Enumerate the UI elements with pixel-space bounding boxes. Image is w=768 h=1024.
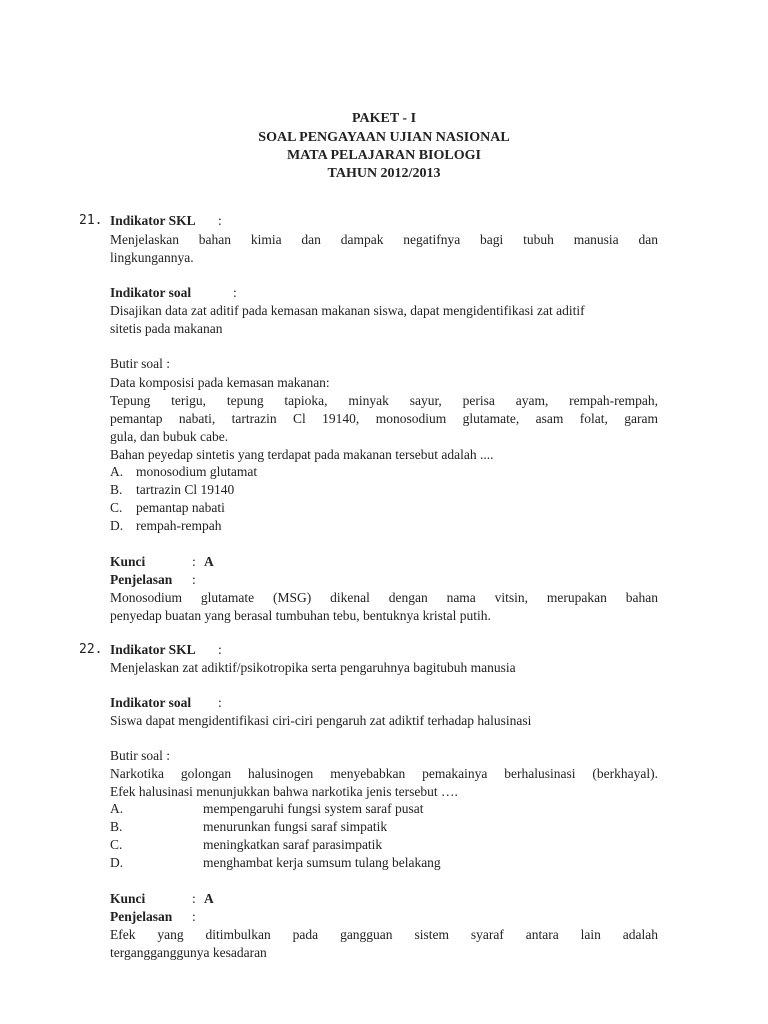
colon: :: [192, 909, 196, 924]
question-stem: Efek halusinasi menunjukkan bahwa narkotika jenis tersebut ….: [110, 784, 458, 799]
header-mapel: MATA PELAJARAN BIOLOGI: [287, 148, 481, 163]
indikator-soal-text: Disajikan data zat aditif pada kemasan makanan siswa, dapat mengidentifikasi zat aditif: [110, 303, 585, 318]
penjelasan-label: Penjelasan: [110, 572, 173, 587]
header-soal: SOAL PENGAYAAN UJIAN NASIONAL: [258, 130, 510, 145]
colon: :: [192, 554, 196, 569]
colon: :: [218, 213, 222, 228]
colon: :: [233, 285, 237, 300]
kunci-value: A: [204, 891, 214, 906]
question-number: 21.: [79, 213, 103, 228]
option-letter: B.: [110, 482, 123, 497]
indikator-soal-label: Indikator soal: [110, 695, 192, 710]
question-stem: Narkotika golongan halusinogen menyebabkan pemakainya berhalusinasi (berkhayal).: [110, 766, 658, 781]
question-stem: gula, dan bubuk cabe.: [110, 429, 229, 444]
kunci-label: Kunci: [110, 554, 146, 569]
question-stem: Bahan peyedap sintetis yang terdapat pada makanan tersebut adalah ....: [110, 447, 494, 462]
option-text: mempengaruhi fungsi system saraf pusat: [203, 801, 424, 816]
penjelasan-text-cont: penyedap buatan yang berasal tumbuhan tebu, bentuknya kristal putih.: [110, 608, 491, 623]
option-letter: C.: [110, 500, 123, 515]
penjelasan-text-cont: tergangganggunya kesadaran: [110, 945, 267, 960]
indikator-soal-text: Siswa dapat mengidentifikasi ciri-ciri pengaruh zat adiktif terhadap halusinasi: [110, 713, 532, 728]
header-tahun: TAHUN 2012/2013: [327, 166, 441, 181]
option-text: tartrazin Cl 19140: [136, 482, 235, 497]
penjelasan-text: Efek yang ditimbulkan pada gangguan sistem syaraf antara lain adalah: [110, 927, 658, 942]
option-text: menghambat kerja sumsum tulang belakang: [203, 855, 441, 870]
colon: :: [218, 695, 222, 710]
header-paket: PAKET - I: [351, 111, 417, 126]
kunci-value: A: [204, 554, 214, 569]
option-letter: A.: [110, 801, 124, 816]
option-letter: C.: [110, 837, 123, 852]
indikator-skl-label: Indikator SKL: [110, 213, 196, 228]
option-letter: B.: [110, 819, 123, 834]
indikator-skl-text-cont: lingkungannya.: [110, 250, 194, 265]
option-text: rempah-rempah: [136, 518, 222, 533]
colon: :: [192, 572, 196, 587]
question-number: 22.: [79, 642, 103, 657]
option-text: monosodium glutamat: [136, 464, 258, 479]
colon: :: [192, 891, 196, 906]
option-text: menurunkan fungsi saraf simpatik: [203, 819, 388, 834]
question-stem: pemantap nabati, tartrazin Cl 19140, monosodium glutamate, asam folat, garam: [110, 411, 658, 426]
butir-soal-label: Butir soal :: [110, 748, 170, 763]
question-stem: Tepung terigu, tepung tapioka, minyak sayur, perisa ayam, rempah-rempah,: [110, 393, 658, 408]
option-letter: D.: [110, 855, 124, 870]
option-text: pemantap nabati: [136, 500, 225, 515]
indikator-soal-text-cont: sitetis pada makanan: [110, 321, 223, 336]
indikator-skl-label: Indikator SKL: [110, 642, 196, 657]
penjelasan-text: Monosodium glutamate (MSG) dikenal dengan nama vitsin, merupakan bahan: [110, 590, 658, 605]
penjelasan-label: Penjelasan: [110, 909, 173, 924]
kunci-label: Kunci: [110, 891, 146, 906]
option-letter: D.: [110, 518, 124, 533]
colon: :: [218, 642, 222, 657]
indikator-skl-text: Menjelaskan zat adiktif/psikotropika serta pengaruhnya bagitubuh manusia: [110, 660, 516, 675]
option-letter: A.: [110, 464, 124, 479]
butir-soal-label: Butir soal :: [110, 356, 170, 371]
option-text: meningkatkan saraf parasimpatik: [203, 837, 383, 852]
indikator-soal-label: Indikator soal: [110, 285, 192, 300]
question-stem: Data komposisi pada kemasan makanan:: [110, 375, 330, 390]
indikator-skl-text: Menjelaskan bahan kimia dan dampak negatifnya bagi tubuh manusia dan: [110, 232, 658, 247]
